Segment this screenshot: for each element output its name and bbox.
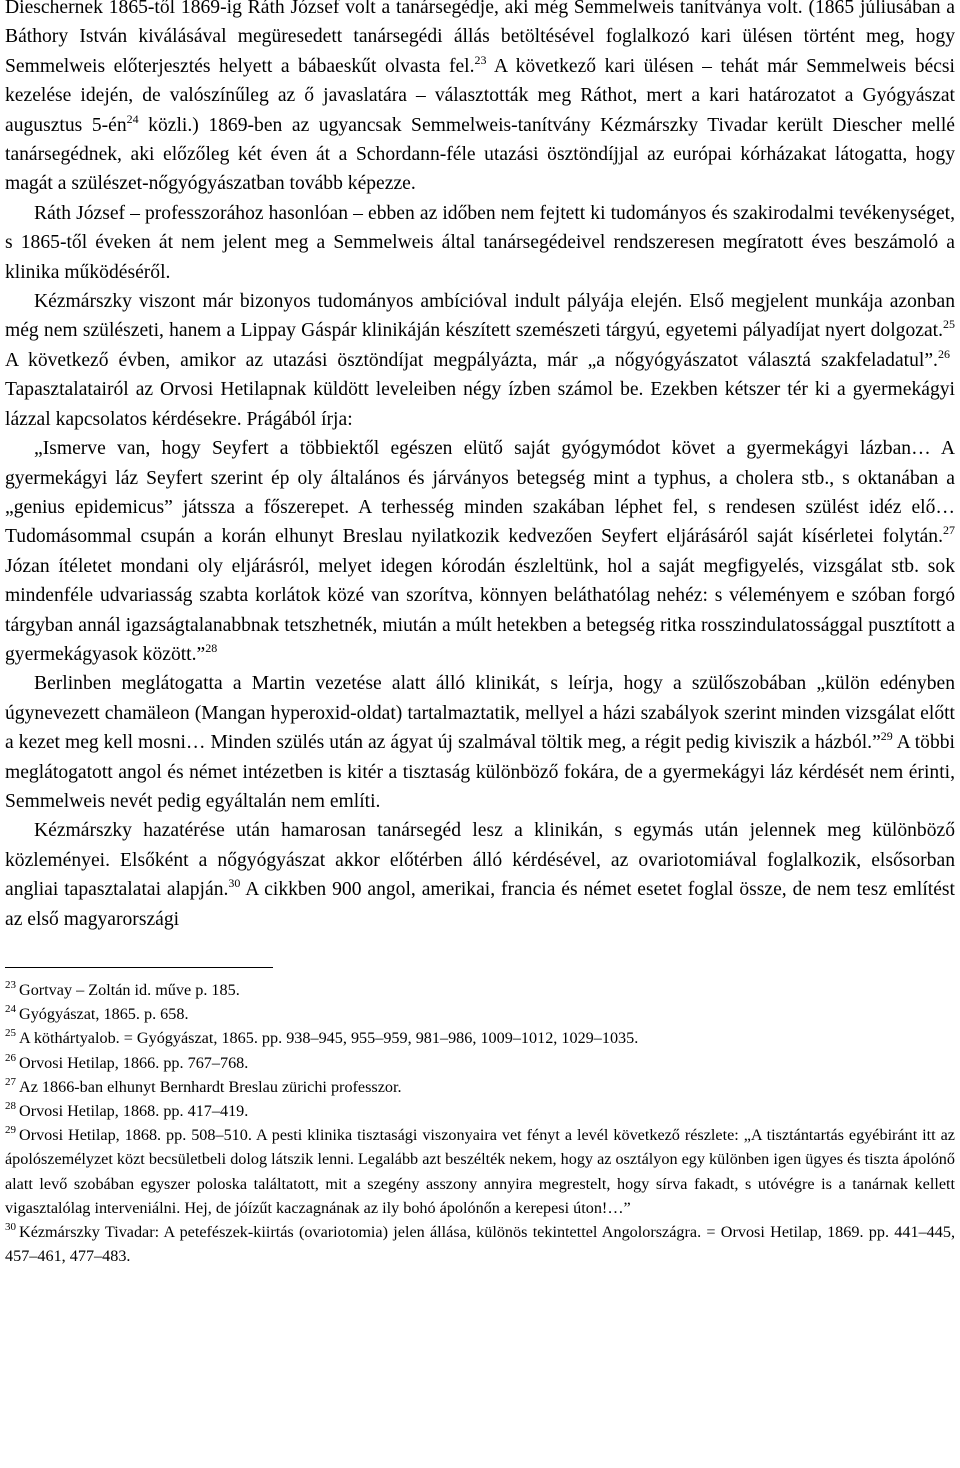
footnote-reference: 25 <box>943 317 955 332</box>
footnote <box>5 1123 955 1220</box>
footnote-reference: 29 <box>880 729 893 744</box>
footnote <box>5 1099 955 1123</box>
footnote-reference: 24 <box>126 111 139 126</box>
paragraph-text: Dieschernek 1865-től 1869-ig Ráth József volt a tanársegédje, aki még Semmelweis tanítványa volt. (1865 júliusában a Báthory István kiválásával megüresedett tanársegédi állás betöltésével foglalkozó kari ülésen történt meg, hogy Semmelweis előterjesztés helyett a bábaeskűt olvasta fel. <box>5 0 955 77</box>
footnote <box>5 1220 955 1268</box>
paragraph-text: „Ismerve van, hogy Seyfert a többiektől egészen elütő saját gyógymódot követ a gyermekágyi lázban… A gyermekágyi láz Seyfert szerint ép oly általános és járványos betegség mint a typhus, a cholera stb., s oktanában a „genius epidemicus” játssza a főszerepet. A terhesség minden szakában léphet fel, s rendesen szülést idéz elő… Tudomásommal csupán a korán elhunyt Breslau nyilatkozik kedvezően Seyfert eljárásáról saját kísérletei folytán. <box>5 438 955 548</box>
footnote <box>5 1026 955 1050</box>
paragraph <box>5 816 955 934</box>
footnote-number: 27 <box>5 1075 16 1088</box>
footnote <box>5 1002 955 1026</box>
paragraph-text: Ráth József – professzorához hasonlóan – ebben az időben nem fejtett ki tudományos és szakirodalmi tevékenységet, s 1865-től éveken át nem jelent meg a Semmelweis által tanársegédeivel rendszeresen megíratott éves beszámoló a klinika működéséről. <box>5 202 955 283</box>
footnote-number: 30 <box>5 1221 16 1234</box>
footnote-text: Orvosi Hetilap, 1868. pp. 417–419. <box>19 1102 249 1121</box>
footnote <box>5 1051 955 1075</box>
footnote-reference: 23 <box>474 52 487 67</box>
footnote-number: 26 <box>5 1051 16 1064</box>
footnote-text: Az 1866-ban elhunyt Bernhardt Breslau zürichi professzor. <box>19 1077 402 1096</box>
paragraph <box>5 669 955 816</box>
footnote-reference: 26 <box>937 346 950 361</box>
footnote-reference: 28 <box>205 640 218 655</box>
footnote-text: Orvosi Hetilap, 1866. pp. 767–768. <box>19 1053 249 1072</box>
paragraph-text: A következő kari ülésen – tehát már Semmelweis bécsi kezelése idején, de valószínűleg az ő javaslatára – választották meg Ráthot, mert a kari határozatot a Gyógyászat augusztus 5-én <box>5 55 955 136</box>
footnote-number: 29 <box>5 1124 16 1137</box>
footnote-text: Gortvay – Zoltán id. műve p. 185. <box>19 981 240 999</box>
paragraph-text: Kézmárszky viszont már bizonyos tudományos ambícióval indult pályája elején. Első megjelent munkája azonban még nem szülészeti, hanem a Lippay Gáspár klinikáján készített szemészeti tárgyú, egyetemi pályadíjat nyert dolgozat. <box>5 291 955 342</box>
footnote-text: Orvosi Hetilap, 1868. pp. 508–510. A pesti klinika tisztasági viszonyaira vet fényt a levél következő részlete: „A tisztántartás egyébiránt itt az ápolószemélyzet közt becsületbeli dolog látszik lenni. Legalább azt beszélték nekem, hogy az osztályon egy különben igen ügyes és tiszta ápolónő alatt levő szobában egyszer poloska találtatott, mit a szegény asszony annyira megrestelt, hogy sírva fakadt, s utóvégre is a tanárnak kellett vigasztalólag interveniálni. Hej, de jóízűt kaczagnának az ily bohó ápolónőn a kerepesi úton!…” <box>5 1126 955 1217</box>
footnote-number: 25 <box>5 1027 16 1040</box>
paragraph-text: Kézmárszky hazatérése után hamarosan tanársegéd lesz a klinikán, s egymás után jelennek meg különböző közleményei. Elsőként a nőgyógyászat akkor előtérben álló kérdésével, az ovariotomiával foglalkozik, elsősorban angliai tapasztalatai alapján. <box>5 820 955 901</box>
paragraph-text: A többi meglátogatott angol és német intézetben is kitér a tisztaság különböző fokára, de a gyermekágyi láz kérdését nem érinti, Semmelweis nevét pedig egyáltalán nem említi. <box>5 732 955 812</box>
footnote <box>5 978 955 1002</box>
footnote-separator <box>5 967 273 968</box>
paragraph <box>5 0 955 199</box>
footnote-number: 28 <box>5 1100 16 1113</box>
paragraph <box>5 434 955 669</box>
footnote-number: 23 <box>5 979 16 991</box>
footnote-number: 24 <box>5 1003 16 1016</box>
paragraph-text: Berlinben meglátogatta a Martin vezetése alatt álló klinikát, s leírja, hogy a szülőszobában „külön edényben úgynevezett chamäleon (Mangan hyperoxid-oldat) tartalmaztatik, mellyel a házi szabályok szerint minden vizsgálat előtt a kezet meg kell mosni… Minden szülés után az ágyat új szalmával töltik meg, a régit pedig kiviszik a házból.” <box>5 673 955 754</box>
paragraph-text: A következő évben, amikor az utazási ösztöndíjat megpályázta, már „a nőgyógyászatot választá szakfeladatul”. <box>5 349 938 371</box>
footnote-text: Kézmárszky Tivadar: A petefészek-kiirtás (ovariotomia) jelen állása, különös tekintettel Angolországra. = Orvosi Hetilap, 1869. pp. 441–445, 457–461, 477–483. <box>5 1223 955 1266</box>
paragraph-text: Józan ítéletet mondani oly eljárásról, melyet idegen kórodán észleltünk, hol a saját megfigyelés, vizsgálat stb. sok mindenféle udvariasság szabta korlátok közé van szorítva, könnyen beláthatólag nehéz: s véleményem e szóban forgó tárgyban annál igazságtalanabbnak tetszhetnék, miután a múlt hetekben a betegség ritka rosszindulatossággal pusztított a gyermekágyasok között.” <box>5 555 955 665</box>
paragraph-text: közli.) 1869-ben az ugyancsak Semmelweis-tanítvány Kézmárszky Tivadar került Diescher mellé tanársegédnek, aki előzőleg két éven át a Schordann-féle utazási ösztöndíjjal az európai kórházakat látogatta, hogy magát a szülészet-nőgyógyászatban tovább képezze. <box>5 114 955 195</box>
footnote-reference: 30 <box>228 876 241 891</box>
footnote <box>5 1075 955 1099</box>
footnote-text: Gyógyászat, 1865. p. 658. <box>19 1005 189 1024</box>
paragraph <box>5 287 955 434</box>
main-text <box>5 0 955 934</box>
footnote-text: A köthártyalob. = Gyógyászat, 1865. pp. 938–945, 955–959, 981–986, 1009–1012, 1029–1035. <box>19 1029 639 1048</box>
footnote-reference: 27 <box>943 523 955 538</box>
paragraph-text: Tapasztalatairól az Orvosi Hetilapnak küldött leveleiben négy ízben számol be. Ezekben kétszer tér ki a gyermekágyi lázzal kapcsolatos kérdésekre. Prágából írja: <box>5 379 955 430</box>
paragraph <box>5 199 955 287</box>
paragraph-text: A cikkben 900 angol, amerikai, francia és német esetet foglal össze, de nem tesz említést az első magyarországi <box>5 879 956 930</box>
footnotes <box>5 978 955 1268</box>
